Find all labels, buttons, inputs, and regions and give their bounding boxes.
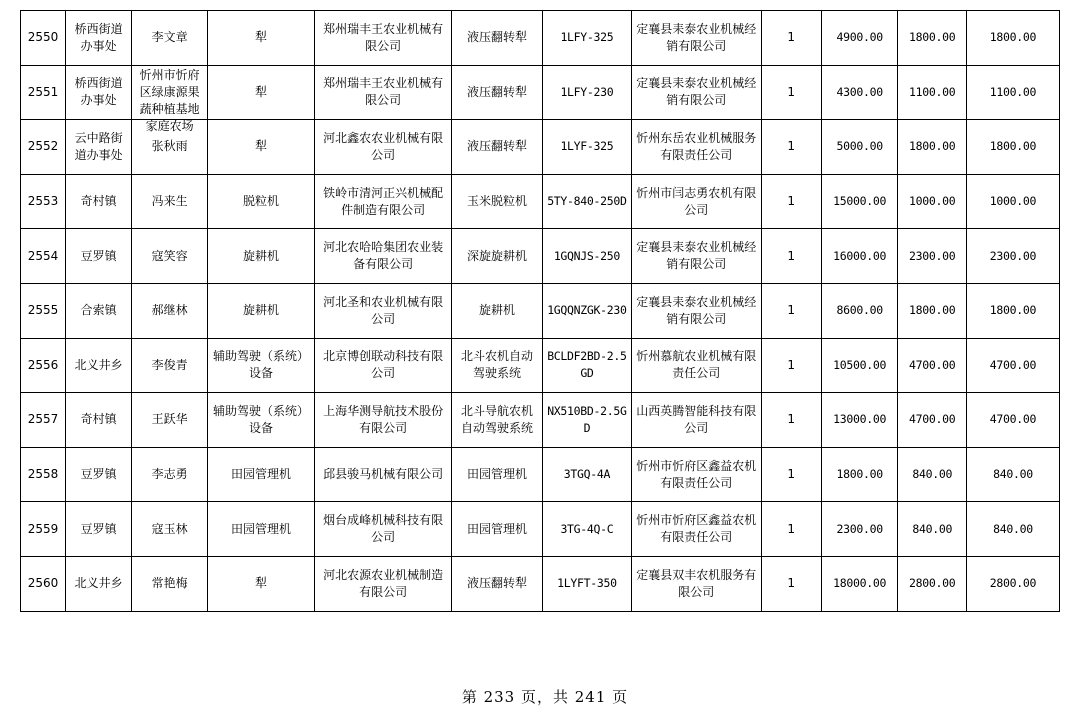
quantity-text: 1 (787, 139, 796, 154)
table-row (21, 65, 1060, 120)
product-name-cell (452, 229, 543, 284)
serial-number-text: 2550 (27, 30, 59, 45)
dealer-cell (631, 393, 761, 448)
total-subsidy-cell (966, 229, 1059, 284)
central-subsidy-text: 840.00 (912, 467, 953, 482)
sale-price-cell (821, 11, 898, 66)
township-cell (65, 120, 131, 175)
sale-price-cell (821, 65, 898, 120)
serial-number-text: 2558 (27, 467, 59, 482)
machine-category-cell (207, 556, 314, 611)
dealer-cell (631, 174, 761, 229)
central-subsidy-text: 1800.00 (909, 139, 956, 154)
sale-price-cell (821, 174, 898, 229)
township-cell (65, 174, 131, 229)
buyer-name-cell (132, 447, 208, 502)
total-subsidy-cell (966, 338, 1059, 393)
product-name-cell (452, 447, 543, 502)
township-cell (65, 229, 131, 284)
machine-category-text: 犁 (255, 30, 268, 45)
sale-price-text: 4900.00 (836, 30, 883, 45)
township-text: 云中路街道办事处 (74, 130, 123, 162)
township-text: 桥西街道办事处 (74, 76, 123, 108)
township-cell (65, 11, 131, 66)
quantity-cell (761, 283, 821, 338)
buyer-name-cell (132, 556, 208, 611)
dealer-cell (631, 65, 761, 120)
model-cell (543, 65, 632, 120)
total-subsidy-text: 1000.00 (989, 194, 1037, 209)
buyer-name-text: 寇笑容 (151, 248, 188, 263)
model-cell (543, 556, 632, 611)
table-row (21, 447, 1060, 502)
product-name-text: 液压翻转犁 (467, 576, 528, 591)
machine-category-text: 辅助驾驶（系统）设备 (213, 349, 310, 381)
serial-number-text: 2552 (27, 139, 59, 154)
manufacturer-text: 北京博创联动科技有限公司 (323, 349, 444, 381)
machine-category-text: 田园管理机 (231, 467, 292, 482)
total-subsidy-cell (966, 283, 1059, 338)
buyer-name-cell (132, 174, 208, 229)
buyer-name-text: 忻州市忻府区绿康源果蔬种植基地家庭农场 (139, 67, 200, 133)
product-name-cell (452, 393, 543, 448)
dealer-cell (631, 283, 761, 338)
product-name-text: 液压翻转犁 (467, 30, 528, 45)
township-text: 豆罗镇 (80, 521, 117, 536)
model-text: 1LYF-325 (560, 139, 614, 154)
quantity-text: 1 (787, 467, 796, 482)
dealer-text: 忻州东岳农业机械服务有限责任公司 (636, 130, 757, 162)
dealer-text: 忻州市忻府区鑫益农机有限责任公司 (636, 458, 757, 490)
township-cell (65, 447, 131, 502)
serial-number-cell (21, 502, 66, 557)
quantity-text: 1 (787, 412, 796, 427)
dealer-text: 定襄县双丰农机服务有限公司 (636, 567, 757, 599)
serial-number-text: 2560 (27, 576, 59, 591)
total-subsidy-cell (966, 447, 1059, 502)
manufacturer-cell (315, 447, 452, 502)
buyer-name-text: 郝继林 (151, 303, 188, 318)
central-subsidy-cell (898, 229, 966, 284)
manufacturer-cell (315, 120, 452, 175)
machine-category-cell (207, 393, 314, 448)
sale-price-cell (821, 393, 898, 448)
model-text: 1LYFT-350 (557, 576, 617, 591)
quantity-cell (761, 174, 821, 229)
total-subsidy-cell (966, 120, 1059, 175)
model-text: 1LFY-230 (560, 84, 614, 99)
model-cell (543, 120, 632, 175)
dealer-text: 定襄县耒泰农业机械经销有限公司 (636, 21, 757, 53)
model-cell (543, 283, 632, 338)
model-text: 1LFY-325 (560, 30, 614, 45)
manufacturer-cell (315, 283, 452, 338)
serial-number-cell (21, 229, 66, 284)
product-name-cell (452, 556, 543, 611)
product-name-text: 北斗导航农机自动驾驶系统 (461, 403, 534, 435)
quantity-text: 1 (787, 84, 796, 99)
buyer-name-cell (132, 502, 208, 557)
total-subsidy-cell (966, 11, 1059, 66)
buyer-name-cell (132, 283, 208, 338)
machine-category-text: 辅助驾驶（系统）设备 (213, 403, 310, 435)
serial-number-text: 2555 (27, 303, 59, 318)
quantity-cell (761, 393, 821, 448)
buyer-name-text: 李文章 (151, 30, 188, 45)
model-text: NX510BD-2.5GD (547, 403, 627, 435)
model-cell (543, 502, 632, 557)
township-cell (65, 338, 131, 393)
serial-number-cell (21, 11, 66, 66)
dealer-cell (631, 120, 761, 175)
sale-price-text: 5000.00 (836, 139, 883, 154)
quantity-text: 1 (787, 521, 796, 536)
total-subsidy-text: 1800.00 (989, 139, 1037, 154)
township-text: 豆罗镇 (80, 467, 117, 482)
buyer-name-cell (132, 338, 208, 393)
total-subsidy-text: 4700.00 (989, 357, 1037, 372)
model-text: 3TG-4Q-C (560, 521, 614, 536)
product-name-cell (452, 11, 543, 66)
central-subsidy-cell (898, 447, 966, 502)
central-subsidy-cell (898, 65, 966, 120)
quantity-cell (761, 502, 821, 557)
machine-category-cell (207, 120, 314, 175)
machine-category-text: 犁 (255, 139, 268, 154)
dealer-cell (631, 338, 761, 393)
central-subsidy-cell (898, 502, 966, 557)
machine-category-text: 田园管理机 (231, 521, 292, 536)
township-cell (65, 502, 131, 557)
central-subsidy-cell (898, 174, 966, 229)
machine-category-cell (207, 283, 314, 338)
product-name-text: 北斗农机自动驾驶系统 (461, 349, 534, 381)
buyer-name-text: 张秋雨 (151, 139, 188, 154)
model-text: 1GQNJS-250 (553, 248, 621, 263)
manufacturer-text: 烟台成峰机械科技有限公司 (323, 513, 444, 545)
table-row (21, 502, 1060, 557)
quantity-text: 1 (787, 248, 796, 263)
total-subsidy-text: 840.00 (993, 521, 1033, 536)
model-cell (543, 11, 632, 66)
total-subsidy-cell (966, 556, 1059, 611)
sale-price-cell (821, 556, 898, 611)
total-subsidy-text: 4700.00 (989, 412, 1037, 427)
quantity-cell (761, 65, 821, 120)
sale-price-cell (821, 229, 898, 284)
quantity-text: 1 (787, 194, 796, 209)
serial-number-cell (21, 556, 66, 611)
dealer-text: 定襄县耒泰农业机械经销有限公司 (636, 294, 757, 326)
township-text: 奇村镇 (80, 194, 117, 209)
product-name-cell (452, 338, 543, 393)
buyer-name-text: 冯来生 (151, 194, 188, 209)
township-text: 北义井乡 (74, 357, 123, 372)
total-subsidy-text: 1800.00 (989, 303, 1037, 318)
dealer-text: 山西英腾智能科技有限公司 (636, 403, 757, 435)
machine-category-cell (207, 11, 314, 66)
sale-price-text: 4300.00 (836, 84, 883, 99)
sale-price-text: 8600.00 (836, 303, 883, 318)
quantity-cell (761, 11, 821, 66)
serial-number-text: 2557 (27, 412, 59, 427)
serial-number-text: 2553 (27, 194, 59, 209)
machine-category-text: 旋耕机 (243, 303, 280, 318)
sale-price-text: 13000.00 (833, 412, 887, 427)
product-name-text: 田园管理机 (467, 467, 528, 482)
total-subsidy-cell (966, 502, 1059, 557)
sale-price-cell (821, 502, 898, 557)
machine-category-cell (207, 174, 314, 229)
quantity-cell (761, 556, 821, 611)
machine-category-cell (207, 229, 314, 284)
township-cell (65, 556, 131, 611)
central-subsidy-text: 2800.00 (909, 576, 956, 591)
total-subsidy-cell (966, 174, 1059, 229)
buyer-name-text: 常艳梅 (151, 576, 188, 591)
table-body (21, 11, 1060, 612)
dealer-text: 忻州市闫志勇农机有限公司 (636, 185, 757, 217)
manufacturer-cell (315, 174, 452, 229)
machine-category-cell (207, 502, 314, 557)
dealer-cell (631, 556, 761, 611)
buyer-name-cell (132, 11, 208, 66)
dealer-cell (631, 11, 761, 66)
model-cell (543, 174, 632, 229)
quantity-cell (761, 338, 821, 393)
total-subsidy-text: 2800.00 (989, 576, 1037, 591)
central-subsidy-cell (898, 11, 966, 66)
township-text: 奇村镇 (80, 412, 117, 427)
product-name-text: 液压翻转犁 (467, 84, 528, 99)
central-subsidy-text: 1000.00 (909, 194, 956, 209)
dealer-cell (631, 502, 761, 557)
township-text: 豆罗镇 (80, 248, 117, 263)
product-name-text: 旋耕机 (479, 303, 516, 318)
quantity-text: 1 (787, 303, 796, 318)
buyer-name-text: 王跃华 (151, 412, 188, 427)
machine-category-text: 脱粒机 (243, 194, 280, 209)
manufacturer-text: 上海华测导航技术股份有限公司 (323, 403, 444, 435)
dealer-text: 忻州慕航农业机械有限责任公司 (636, 349, 757, 381)
model-text: 1GQQNZGK-230 (547, 303, 627, 318)
product-name-cell (452, 502, 543, 557)
total-subsidy-text: 1100.00 (989, 84, 1037, 99)
sale-price-cell (821, 338, 898, 393)
serial-number-cell (21, 338, 66, 393)
total-subsidy-cell (966, 393, 1059, 448)
product-name-cell (452, 120, 543, 175)
quantity-cell (761, 120, 821, 175)
manufacturer-text: 郑州瑞丰王农业机械有限公司 (323, 21, 444, 53)
machine-category-cell (207, 447, 314, 502)
buyer-name-text: 李志勇 (151, 467, 188, 482)
township-text: 桥西街道办事处 (74, 21, 123, 53)
buyer-name-text: 李俊青 (151, 357, 188, 372)
subsidy-table (20, 10, 1060, 612)
sale-price-cell (821, 283, 898, 338)
model-cell (543, 338, 632, 393)
manufacturer-cell (315, 11, 452, 66)
page-number-footer: 第 233 页，共 241 页 (461, 688, 629, 706)
quantity-cell (761, 447, 821, 502)
model-text: 3TGQ-4A (563, 467, 611, 482)
machine-category-cell (207, 338, 314, 393)
central-subsidy-text: 2300.00 (909, 248, 956, 263)
manufacturer-text: 河北农源农业机械制造有限公司 (323, 567, 444, 599)
table-row (21, 229, 1060, 284)
serial-number-text: 2559 (27, 521, 59, 536)
buyer-name-cell (132, 65, 208, 133)
product-name-cell (452, 174, 543, 229)
central-subsidy-cell (898, 283, 966, 338)
sale-price-text: 1800.00 (836, 467, 883, 482)
model-text: 5TY-840-250D (547, 194, 627, 209)
serial-number-cell (21, 120, 66, 175)
sale-price-text: 18000.00 (833, 576, 887, 591)
central-subsidy-text: 4700.00 (909, 357, 956, 372)
machine-category-text: 犁 (255, 84, 268, 99)
sale-price-text: 2300.00 (836, 521, 883, 536)
total-subsidy-text: 840.00 (993, 467, 1033, 482)
quantity-text: 1 (787, 30, 796, 45)
product-name-text: 深旋旋耕机 (467, 248, 528, 263)
model-text: BCLDF2BD-2.5GD (547, 349, 627, 381)
table-row (21, 11, 1060, 66)
buyer-name-cell (132, 393, 208, 448)
township-cell (65, 283, 131, 338)
manufacturer-text: 河北鑫农农业机械有限公司 (323, 130, 444, 162)
product-name-text: 田园管理机 (467, 521, 528, 536)
township-text: 合索镇 (80, 303, 117, 318)
total-subsidy-cell (966, 65, 1059, 120)
product-name-text: 玉米脱粒机 (467, 194, 528, 209)
sale-price-text: 16000.00 (833, 248, 887, 263)
table-row (21, 393, 1060, 448)
serial-number-text: 2556 (27, 357, 59, 372)
machine-category-cell (207, 65, 314, 120)
serial-number-cell (21, 393, 66, 448)
table-row (21, 283, 1060, 338)
serial-number-text: 2551 (27, 84, 59, 99)
quantity-text: 1 (787, 576, 796, 591)
serial-number-cell (21, 65, 66, 120)
table-row (21, 174, 1060, 229)
sale-price-text: 10500.00 (833, 357, 887, 372)
machine-category-text: 旋耕机 (243, 248, 280, 263)
central-subsidy-text: 1100.00 (909, 84, 956, 99)
manufacturer-cell (315, 393, 452, 448)
dealer-text: 忻州市忻府区鑫益农机有限责任公司 (636, 513, 757, 545)
dealer-cell (631, 229, 761, 284)
central-subsidy-text: 1800.00 (909, 303, 956, 318)
serial-number-cell (21, 447, 66, 502)
central-subsidy-text: 840.00 (912, 521, 953, 536)
serial-number-cell (21, 174, 66, 229)
central-subsidy-text: 1800.00 (909, 30, 956, 45)
central-subsidy-cell (898, 120, 966, 175)
serial-number-text: 2554 (27, 248, 59, 263)
manufacturer-cell (315, 556, 452, 611)
dealer-text: 定襄县耒泰农业机械经销有限公司 (636, 76, 757, 108)
manufacturer-cell (315, 502, 452, 557)
manufacturer-cell (315, 338, 452, 393)
dealer-cell (631, 447, 761, 502)
manufacturer-text: 河北农哈哈集团农业装备有限公司 (323, 240, 444, 272)
manufacturer-cell (315, 65, 452, 120)
central-subsidy-cell (898, 338, 966, 393)
central-subsidy-text: 4700.00 (909, 412, 956, 427)
quantity-cell (761, 229, 821, 284)
central-subsidy-cell (898, 556, 966, 611)
quantity-text: 1 (787, 357, 796, 372)
total-subsidy-text: 1800.00 (989, 30, 1037, 45)
manufacturer-text: 河北圣和农业机械有限公司 (323, 294, 444, 326)
township-cell (65, 393, 131, 448)
model-cell (543, 229, 632, 284)
table-row (21, 556, 1060, 611)
sale-price-cell (821, 120, 898, 175)
manufacturer-text: 邱县骏马机械有限公司 (323, 467, 444, 482)
machine-category-text: 犁 (255, 576, 268, 591)
sale-price-cell (821, 447, 898, 502)
table-row (21, 338, 1060, 393)
manufacturer-cell (315, 229, 452, 284)
product-name-cell (452, 65, 543, 120)
total-subsidy-text: 2300.00 (989, 248, 1037, 263)
product-name-text: 液压翻转犁 (467, 139, 528, 154)
township-text: 北义井乡 (74, 576, 123, 591)
model-cell (543, 393, 632, 448)
dealer-text: 定襄县耒泰农业机械经销有限公司 (636, 240, 757, 272)
sale-price-text: 15000.00 (833, 194, 887, 209)
manufacturer-text: 郑州瑞丰王农业机械有限公司 (323, 76, 444, 108)
serial-number-cell (21, 283, 66, 338)
manufacturer-text: 铁岭市清河正兴机械配件制造有限公司 (323, 185, 444, 217)
township-cell (65, 65, 131, 120)
model-cell (543, 447, 632, 502)
buyer-name-cell (132, 229, 208, 284)
buyer-name-text: 寇玉林 (151, 521, 188, 536)
product-name-cell (452, 283, 543, 338)
central-subsidy-cell (898, 393, 966, 448)
